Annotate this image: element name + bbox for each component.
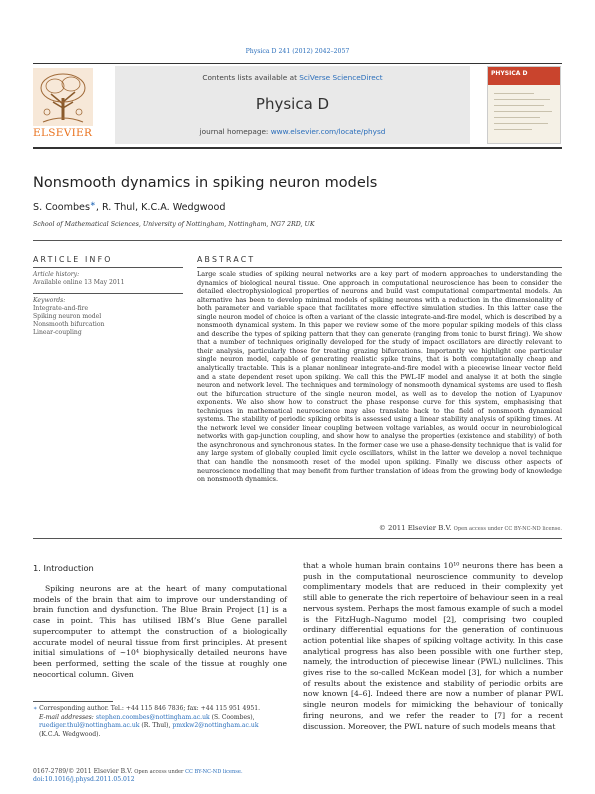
cover-title: PHYSICA D <box>491 70 528 77</box>
email-footnote <box>33 714 287 740</box>
issn-text: 0167-2789/© 2011 Elsevier B.V. <box>33 768 135 775</box>
history-value: Available online 13 May 2011 <box>33 279 125 286</box>
keywords-list <box>33 305 104 337</box>
abstract-text: Large scale studies of spiking neural networks are a key part of modern approaches to understanding the dynamics of biological neural tissue. One approach in computational neuroscience has been to consider the detailed electrophysiological properties of neurons and build vast computational compartmental models. An alternative has been to develop minimal models of spiking neurons with a reduction in the dimensionality of both parameter and variable space that facilitates more effective simulation studies. In this latter case the single neuron model of choice is often a variant of the classic integrate-and-fire model, which is described by a nonsmooth dynamical system. In this paper we review some of the more popular spiking models of this class and describe the types of spiking pattern that they can generate (ranging from tonic to burst firing). We show that a number of techniques originally developed for the study of impact oscillators are directly relevant to their analysis, particularly those for treating grazing bifurcations. Importantly we highlight one particular single neuron model, capable of generating realistic spike trains, that is both computationally cheap and analytically tractable. This is a planar nonlinear integrate-and-fire model with a piecewise linear vector field and a state dependent reset upon spiking. We call this the PWL-IF model and analyse it at both the single neuron and network level. The techniques and terminology of nonsmooth dynamical systems are used to flesh out the bifurcation structure of the single neuron model, as well as to develop the notion of Lyapunov exponents. We also show how to construct the phase response curve for this system, emphasising that techniques in mathematical neuroscience may also translate back to the field of nonsmooth dynamical systems. The stability of periodic spiking orbits is assessed using a linear stability analysis of spiking times. At the network level we consider linear coupling between voltage variables, as would occur in neurobiological networks with gap-junction coupling, and show how to analyse the properties (existence and stability) of both the asynchronous and synchronous states. In the former case we use a phase-density technique that is valid for any large system of globally coupled limit cycle oscillators, whilst in the latter we develop a novel technique that can handle the nonsmooth reset of the model upon spiking. Finally we discuss other aspects of neuroscience modelling that may benefit from further translation of ideas from the growing body of knowledge on nonsmooth dynamics. <box>197 270 562 484</box>
email-name-coombes: (S. Coombes), <box>209 713 255 721</box>
article-authors <box>33 200 225 213</box>
email-link-wedgwood[interactable]: pmxkw2@nottingham.ac.uk <box>172 722 259 729</box>
divider <box>33 293 183 294</box>
cover-line <box>494 105 544 106</box>
cover-line <box>494 99 550 100</box>
page-footer <box>33 768 287 784</box>
intro-left-column <box>33 584 287 680</box>
corresponding-text: Corresponding author. Tel.: +44 115 846 7836; fax: +44 115 951 4951. <box>39 705 261 712</box>
journal-name: Physica D <box>255 95 330 113</box>
footnotes <box>33 705 287 739</box>
header-bottom-rule <box>33 147 562 149</box>
cover-line <box>494 117 540 118</box>
divider <box>197 267 562 268</box>
email-name-thul: (R. Thul), <box>139 722 173 729</box>
license-link[interactable]: CC BY-NC-ND license. <box>504 526 562 532</box>
header-top-rule <box>33 63 562 64</box>
abstract-heading: ABSTRACT <box>197 255 256 264</box>
keywords-label: Keywords: <box>33 297 66 304</box>
cover-line <box>494 123 548 124</box>
contents-prefix: Contents lists available at <box>202 73 300 82</box>
sciencedirect-link[interactable]: SciVerse ScienceDirect <box>299 73 383 82</box>
citation-line[interactable]: Physica D 241 (2012) 2042–2057 <box>245 48 350 55</box>
email-label: E-mail addresses: <box>39 713 96 721</box>
footnote-mark[interactable]: ∗ <box>33 705 38 712</box>
cover-line <box>494 111 552 112</box>
divider <box>33 538 562 539</box>
keyword: Integrate-and-fire <box>33 305 89 312</box>
email-link-thul[interactable]: ruediger.thul@nottingham.ac.uk <box>39 722 140 729</box>
keyword: Spiking neuron model <box>33 313 102 321</box>
homepage-prefix: journal homepage: <box>199 127 271 136</box>
journal-homepage-link[interactable]: www.elsevier.com/locate/physd <box>270 127 386 136</box>
elsevier-wordmark: ELSEVIER <box>33 127 93 139</box>
intro-paragraph-right: that a whole human brain contains 10¹⁰ neurons there has been a push in the computational neuroscience community to develop complimentary models that are reduced in their complexity yet still able to generate the rich repertoire of behaviour seen in a real nervous system. Perhaps the most famous example of such a model is the FitzHugh–Nagumo model [2], comprising two coupled ordinary differential equations for the generation of continuous action potential like shapes of spiking voltage activity. In this case analytical progress has also been possible with one further step, namely, the introduction of piecewise linear (PWL) nullclines. This gives rise to the so-called McKean model [3], for which a number of results about the existence and stability of periodic orbits are now known [4–6]. Indeed there are now a number of planar PWL single neuron models for mimicking the behaviour of tonically firing neurons, and we refer the reader to [7] for a recent discussion. Moreover, the PWL nature of such models means that <box>303 561 563 731</box>
corresponding-author-mark[interactable]: ∗ <box>89 200 96 208</box>
issn-line <box>33 768 287 776</box>
keyword: Linear-coupling <box>33 329 82 337</box>
license-prefix: Open access under <box>453 526 505 532</box>
email-name-wedgwood: (K.C.A. Wedgwood). <box>39 730 101 738</box>
doi-link[interactable]: doi:10.1016/j.physd.2011.05.012 <box>33 776 135 784</box>
footnote-rule <box>33 701 113 702</box>
article-title: Nonsmooth dynamics in spiking neuron models <box>33 175 378 191</box>
introduction-heading: 1. Introduction <box>33 563 94 573</box>
affiliation: School of Mathematical Sciences, University of Nottingham, Nottingham, NG7 2RD, UK <box>33 221 315 228</box>
intro-paragraph-left: Spiking neurons are at the heart of many computational models of the brain that aim to improve our understanding of brain function and dysfunction. The Blue Brain Project [1] is a case in point. This has utilised IBM’s Blue Gene parallel supercomputer to attempt the construction of a biologically accurate model of neural tissue from first principles. At present initial simulations of ~10⁴ biophysically detailed neurons have been performed, setting the scale of the tissue at roughly one neocortical column. Given <box>33 584 287 679</box>
journal-cover-thumbnail <box>487 66 561 144</box>
corresponding-author-footnote <box>33 705 287 714</box>
divider <box>33 240 562 241</box>
cover-line <box>494 93 534 94</box>
footer-license-link[interactable]: CC BY-NC-ND license. <box>185 769 243 775</box>
author-coombes: S. Coombes <box>33 202 90 214</box>
abstract-copyright <box>197 524 562 532</box>
history-label: Article history: <box>33 271 80 278</box>
divider <box>33 267 183 268</box>
contents-availability <box>115 73 470 82</box>
footer-license-prefix: Open access under <box>134 769 186 775</box>
other-authors: , R. Thul, K.C.A. Wedgwood <box>95 202 226 214</box>
journal-homepage <box>115 127 470 136</box>
copyright-text: © 2011 Elsevier B.V. <box>378 524 452 532</box>
cover-line <box>494 129 532 130</box>
keyword: Nonsmooth bifurcation <box>33 321 105 329</box>
intro-right-column <box>303 561 563 732</box>
email-link-coombes[interactable]: stephen.coombes@nottingham.ac.uk <box>95 713 210 721</box>
article-info-heading: ARTICLE INFO <box>33 255 113 264</box>
